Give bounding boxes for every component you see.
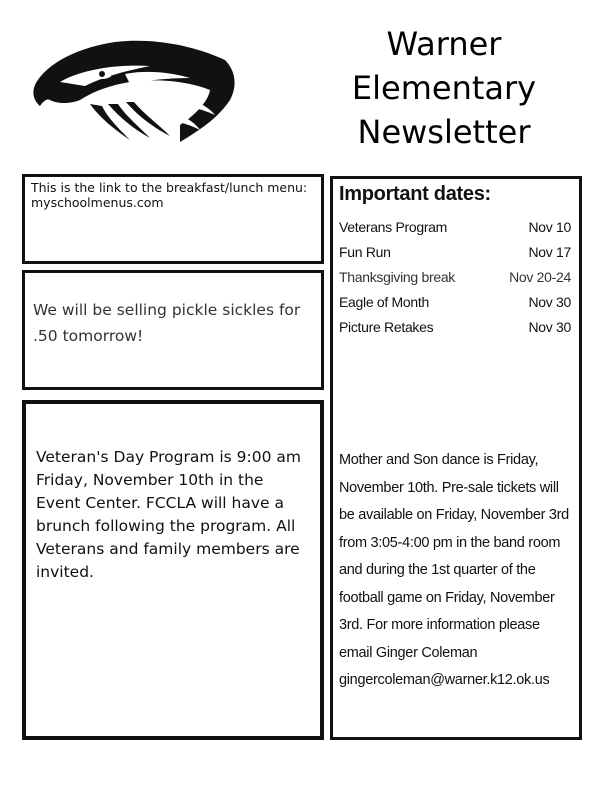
date-event: Picture Retakes	[339, 319, 434, 335]
date-row-eagle-of-month	[339, 290, 571, 315]
menu-link-box	[22, 174, 324, 264]
date-event: Eagle of Month	[339, 294, 429, 310]
date-row-veterans-program	[339, 215, 571, 240]
date-value: Nov 17	[528, 244, 571, 260]
important-dates-heading: Important dates:	[339, 183, 491, 205]
title-line-2: Elementary	[351, 69, 537, 107]
date-value: Nov 30	[528, 319, 571, 335]
veterans-day-box	[22, 400, 324, 740]
title-line-1: Warner	[386, 25, 502, 63]
newsletter-title	[336, 22, 552, 154]
date-value: Nov 20-24	[509, 269, 571, 285]
veterans-day-text: Veteran's Day Program is 9:00 am Friday, November 10th in the Event Center. FCCLA will have a brunch following the program. All Veterans and family members are invited.	[36, 448, 302, 581]
menu-intro-text: This is the link to the breakfast/lunch menu:	[31, 180, 308, 195]
important-dates-list	[339, 215, 571, 340]
date-event: Thanksgiving break	[339, 269, 455, 285]
date-value: Nov 30	[528, 294, 571, 310]
date-event: Veterans Program	[339, 219, 448, 235]
eagle-logo-icon	[30, 30, 240, 150]
mother-son-dance-notice	[339, 447, 571, 695]
date-value: Nov 10	[528, 219, 571, 235]
menu-link[interactable]: myschoolmenus.com	[31, 195, 164, 210]
date-event: Fun Run	[339, 244, 391, 260]
date-row-thanksgiving-break	[339, 265, 571, 290]
date-row-picture-retakes	[339, 315, 571, 340]
title-line-3: Newsletter	[357, 113, 531, 151]
contact-email-link[interactable]: gingercoleman@warner.k12.ok.us	[339, 672, 550, 688]
date-row-fun-run	[339, 240, 571, 265]
pickle-sickles-box	[22, 270, 324, 390]
pickle-sickles-text: We will be selling pickle sickles for .50 tomorrow!	[33, 301, 301, 345]
dance-notice-text: Mother and Son dance is Friday, November 10th. Pre-sale tickets will be available on Friday, November 3rd from 3:05-4:00 pm in the band room and during the 1st quarter of the football game on Friday, November 3rd. For more information please email Ginger Coleman	[339, 452, 569, 661]
important-dates-box	[330, 176, 582, 740]
